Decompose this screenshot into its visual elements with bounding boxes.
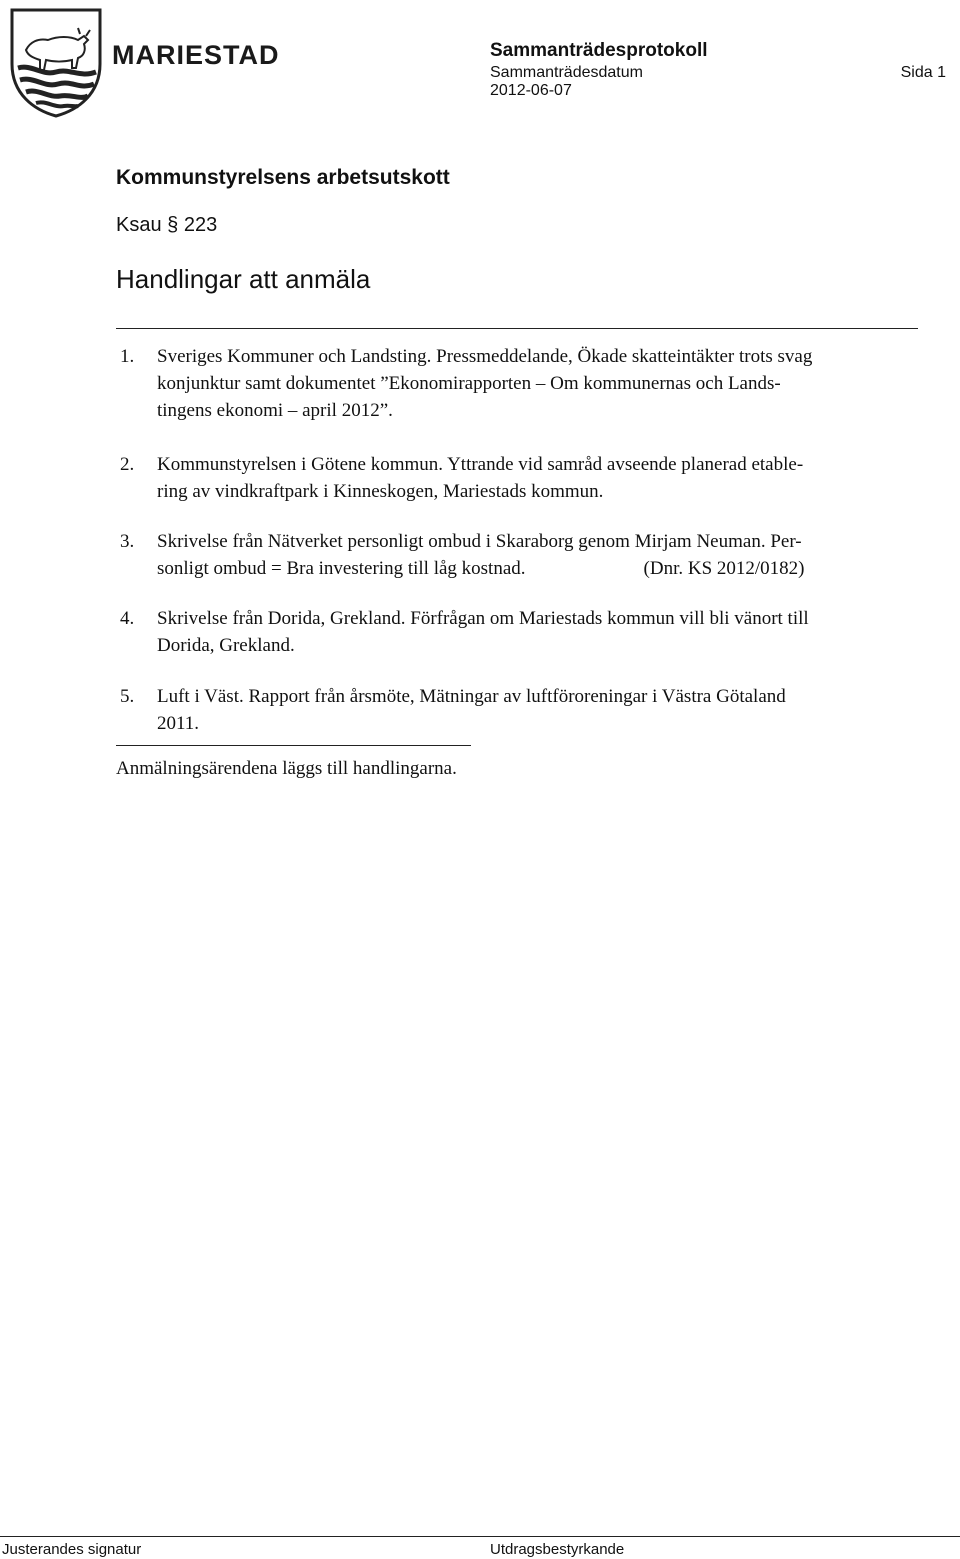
- page-number: Sida 1: [900, 64, 946, 81]
- list-item: [116, 343, 924, 424]
- item-number: 1.: [120, 346, 135, 367]
- item-line: Skrivelse från Dorida, Grekland. Förfrågan om Mariestads kommun vill bli vänort till: [157, 608, 809, 629]
- item-line: Sveriges Kommuner och Landsting. Pressmeddelande, Ökade skatteintäkter trots svag: [157, 346, 813, 367]
- list-item: [116, 528, 924, 582]
- list-item: [116, 605, 924, 659]
- item-number: 4.: [120, 608, 135, 629]
- item-line: Luft i Väst. Rapport från årsmöte, Mätningar av luftföroreningar i Västra Götaland: [157, 686, 786, 707]
- meeting-date: 2012-06-07: [490, 82, 572, 99]
- item-line: tingens ekonomi – april 2012”.: [157, 400, 393, 421]
- item-number: 3.: [120, 531, 135, 552]
- paragraph-reference: Ksau § 223: [116, 214, 218, 236]
- item-line: Kommunstyrelsen i Götene kommun. Yttrande vid samråd avseende planerad etable-: [157, 454, 804, 475]
- committee-name: Kommunstyrelsens arbetsutskott: [116, 166, 450, 189]
- adjuster-signature-label: Justerandes signatur: [2, 1541, 142, 1558]
- item-line: 2011.: [157, 713, 200, 734]
- item-line: Skrivelse från Nätverket personligt ombud i Skaraborg genom Mirjam Neuman. Per-: [157, 531, 802, 552]
- item-number: 2.: [120, 454, 135, 475]
- document-title: Sammanträdesprotokoll: [490, 40, 708, 61]
- extract-certification-label: Utdragsbestyrkande: [490, 1541, 625, 1558]
- decision-text: Anmälningsärendena läggs till handlingarna.: [116, 758, 457, 779]
- item-number: 5.: [120, 686, 135, 707]
- item-line-with-reference: [157, 555, 924, 582]
- decision-divider: [116, 745, 471, 746]
- crest-icon: [8, 6, 104, 118]
- item-line: sonligt ombud = Bra investering till låg kostnad.: [157, 558, 526, 579]
- item-line: ring av vindkraftpark i Kinneskogen, Mariestads kommun.: [157, 481, 604, 502]
- subject-heading: Handlingar att anmäla: [116, 264, 371, 294]
- list-item: [116, 451, 924, 505]
- municipal-crest-logo: [8, 6, 104, 118]
- heading-divider: [116, 328, 918, 329]
- diary-number: (Dnr. KS 2012/0182): [643, 558, 805, 579]
- list-item: [116, 683, 924, 737]
- meeting-date-label: Sammanträdesdatum: [490, 64, 643, 81]
- logo-wordmark: MARIESTAD: [112, 40, 280, 70]
- item-line: Dorida, Grekland.: [157, 635, 295, 656]
- footer-divider: [0, 1536, 960, 1537]
- item-line: konjunktur samt dokumentet ”Ekonomirapporten – Om kommunernas och Lands-: [157, 373, 781, 394]
